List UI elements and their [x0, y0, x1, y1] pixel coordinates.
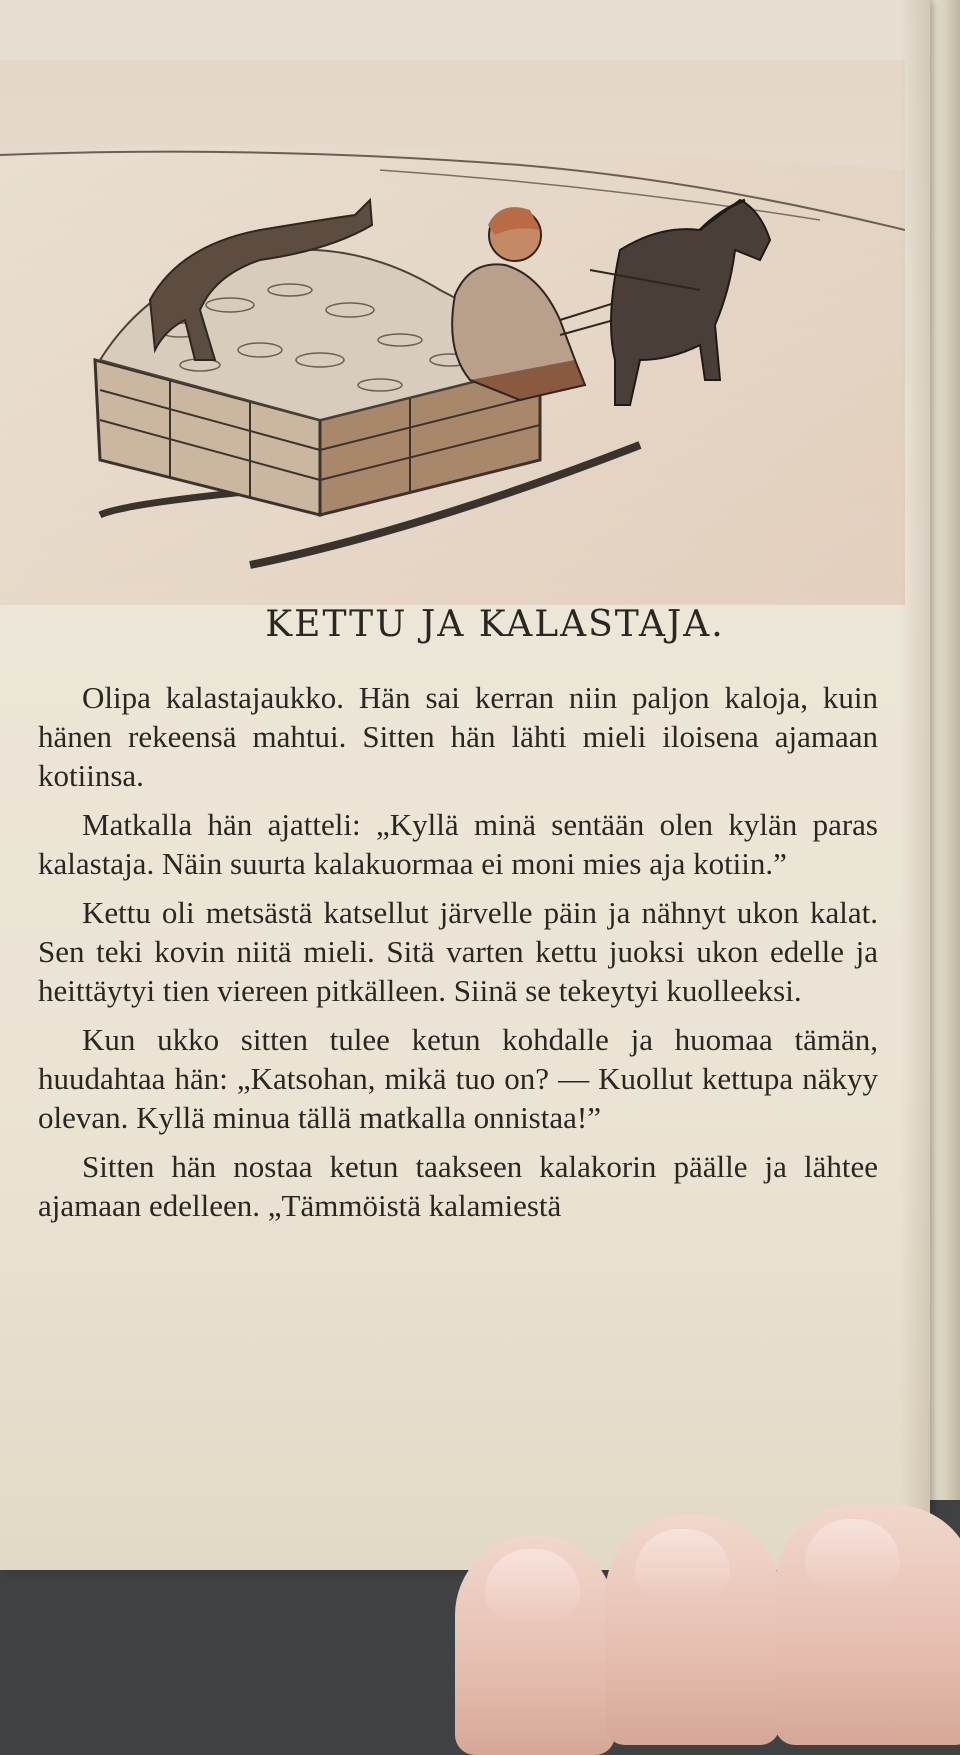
sledge-illustration [0, 60, 905, 605]
finger [775, 1505, 960, 1745]
paragraph: Olipa kalastajaukko. Hän sai kerran niin paljon kaloja, kuin hänen rekeensä mahtui. Sitten hän lähti mieli iloisena ajamaan kotiinsa. [38, 680, 878, 793]
paragraph: Kun ukko sitten tulee ketun kohdalle ja huomaa tämän, huudahtaa hän: „Katsohan, mikä tuo on? — Kuollut kettupa näkyy olevan. Kyllä minua tällä matkalla onnistaa!” [38, 1022, 878, 1135]
paragraph: Matkalla hän ajatteli: „Kyllä minä sentään olen kylän paras kalastaja. Näin suurta kalakuormaa ei moni mies aja kotiin.” [38, 807, 878, 881]
hand-fingers [455, 1505, 960, 1707]
finger [605, 1515, 780, 1745]
paragraph: Sitten hän nostaa ketun taakseen kalakorin päälle ja lähtee ajamaan edelleen. „Tämmöistä kalamiestä [38, 1149, 878, 1223]
story-text [38, 678, 878, 1235]
paragraph: Kettu oli metsästä katsellut järvelle päin ja nähnyt ukon kalat. Sen teki kovin niitä mieli. Sitä varten kettu juoksi ukon edelle ja heittäytyi tien viereen pitkälleen. Siinä se tekeytyi kuolleeksi. [38, 895, 878, 1008]
finger [455, 1535, 615, 1755]
story-title: KETTU JA KALASTAJA. [265, 604, 725, 645]
